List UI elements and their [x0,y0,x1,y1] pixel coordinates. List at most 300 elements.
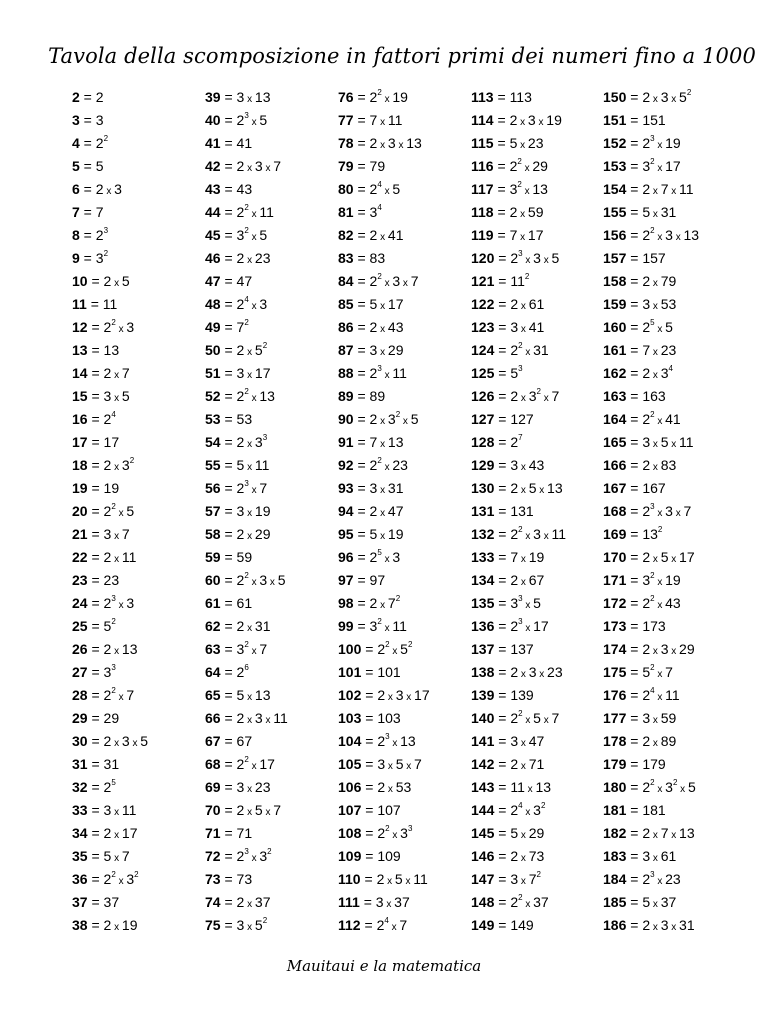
factorization-entry [205,178,288,201]
equals-sign: = [220,917,237,933]
prime-factor: 5 [533,710,541,726]
prime-factor: 3 [400,825,408,841]
exponent: 2 [111,318,116,328]
number: 33 [72,802,88,818]
factorization [377,802,400,818]
equals-sign: = [79,250,96,266]
prime-factor: 31 [533,342,549,358]
factorization-entry [205,569,288,592]
number: 154 [603,181,627,197]
factorization-entry [338,109,430,132]
number: 85 [338,296,354,312]
number: 97 [338,572,354,588]
prime-factor: 5 [103,848,112,864]
factorization-entry [603,155,699,178]
factorization-entry [205,270,288,293]
equals-sign: = [494,756,511,772]
factorization-entry [338,684,430,707]
times-sign: x [389,830,401,841]
factorization [642,779,695,795]
number: 61 [205,595,221,611]
number: 7 [72,204,80,220]
factorization [104,618,116,634]
equals-sign: = [361,848,378,864]
prime-factor: 19 [121,917,138,933]
factorization [237,687,271,703]
factorization [370,457,408,473]
factorization [237,480,268,496]
factorization-entry [205,592,288,615]
exponent: 2 [244,387,249,397]
number: 147 [471,871,495,887]
factorization [237,641,268,657]
times-sign: x [244,715,255,726]
exponent: 2 [395,594,401,604]
times-sign: x [677,784,688,795]
prime-factor: 2 [95,227,104,243]
exponent: 2 [650,571,655,581]
prime-factor: 2 [642,135,651,151]
equals-sign: = [220,181,237,197]
number: 122 [471,296,495,312]
prime-factor: 2 [103,779,112,795]
factorization [370,595,401,611]
factorization-entry [603,178,699,201]
exponent: 2 [385,640,390,650]
prime-factor: 3 [510,319,519,335]
times-sign: x [540,255,552,266]
prime-factor: 7 [121,365,130,381]
factorization-entry [72,316,148,339]
factorization-entry [205,799,288,822]
exponent: 2 [111,870,116,880]
prime-factor: 73 [236,871,253,887]
factorization [377,641,412,657]
equals-sign: = [87,457,104,473]
prime-factor: 61 [236,595,253,611]
prime-factor: 19 [254,503,271,519]
prime-factor: 5 [103,618,112,634]
factorization-entry [603,523,699,546]
factorization [370,181,401,197]
equals-sign: = [626,457,643,473]
factorization-entry [205,730,288,753]
column-5 [603,86,699,937]
factorization [237,549,253,565]
prime-factor: 3 [665,227,673,243]
equals-sign: = [626,618,643,634]
exponent: 5 [377,548,382,558]
equals-sign: = [626,549,643,565]
factorization [104,687,135,703]
factorization [370,434,404,450]
prime-factor: 103 [377,710,401,726]
prime-factor: 13 [254,89,271,105]
equals-sign: = [79,204,96,220]
prime-factor: 2 [369,503,378,519]
prime-factor: 5 [236,687,245,703]
prime-factor: 23 [547,664,563,680]
factorization-entry [338,868,430,891]
equals-sign: = [626,158,643,174]
factorization [237,319,249,335]
factorization [510,733,544,749]
prime-factor: 2 [236,848,245,864]
number: 149 [471,917,495,933]
equals-sign: = [494,411,511,427]
equals-sign: = [87,710,104,726]
prime-factor: 23 [103,572,120,588]
equals-sign: = [353,181,370,197]
number: 172 [603,595,627,611]
prime-factor: 2 [510,388,519,404]
times-sign: x [377,324,388,335]
factorization-entry [72,753,148,776]
prime-factor: 3 [392,273,401,289]
number: 130 [471,480,495,496]
prime-factor: 2 [510,526,519,542]
prime-factor: 3 [254,158,263,174]
equals-sign: = [220,158,237,174]
prime-factor: 7 [551,710,560,726]
equals-sign: = [353,595,370,611]
prime-factor: 7 [121,848,130,864]
equals-sign: = [626,825,643,841]
factorization-entry [471,477,566,500]
prime-factor: 13 [121,641,138,657]
equals-sign: = [220,411,237,427]
number: 150 [603,89,627,105]
prime-factor: 2 [642,227,651,243]
equals-sign: = [626,503,643,519]
equals-sign: = [87,687,104,703]
factorization [642,480,665,496]
factorization [237,825,253,841]
number: 105 [338,756,362,772]
times-sign: x [111,554,122,565]
prime-factor: 3 [95,112,104,128]
times-sign: x [244,899,255,910]
factorization [370,250,386,266]
number: 117 [471,181,494,197]
factorization-entry [471,293,566,316]
prime-factor: 89 [660,733,677,749]
times-sign: x [668,646,680,657]
prime-factor: 3 [236,641,245,657]
times-sign: x [654,140,666,151]
prime-factor: 2 [103,825,112,841]
prime-factor: 2 [376,871,385,887]
exponent: 3 [244,479,249,489]
factorization [510,457,544,473]
prime-factor: 5 [510,365,519,381]
factorization [510,572,544,588]
number: 103 [338,710,362,726]
prime-factor: 2 [236,756,245,772]
factorization-entry [338,270,430,293]
times-sign: x [518,738,529,749]
number: 124 [471,342,495,358]
equals-sign: = [494,825,511,841]
factorization [510,848,544,864]
number: 82 [338,227,354,243]
factorization [237,411,253,427]
factorization [642,664,673,680]
number: 136 [471,618,495,634]
number: 19 [72,480,88,496]
factorization [642,158,680,174]
footer-signature: Mauitaui e la matematica [286,957,482,975]
prime-factor: 5 [236,457,245,473]
number: 144 [471,802,495,818]
prime-factor: 23 [254,250,271,266]
factorization [510,158,548,174]
prime-factor: 5 [528,480,537,496]
times-sign: x [654,163,666,174]
prime-factor: 29 [532,158,548,174]
prime-factor: 31 [679,917,695,933]
times-sign: x [244,370,255,381]
factorization [642,917,694,933]
factorization-entry [603,339,699,362]
prime-factor: 2 [95,89,104,105]
times-sign: x [111,278,122,289]
factorization-entry [338,799,430,822]
prime-factor: 2 [103,595,112,611]
exponent: 2 [518,709,523,719]
prime-factor: 2 [642,641,651,657]
factorization-entry [205,707,288,730]
factorization-entry [471,500,566,523]
exponent: 3 [518,364,523,374]
factorization [104,779,116,795]
prime-factor: 2 [236,112,245,128]
prime-factor: 5 [394,871,403,887]
exponent: 5 [650,318,655,328]
equals-sign: = [353,273,370,289]
factorization [510,112,562,128]
factorization-entry [205,109,288,132]
prime-factor: 2 [510,250,519,266]
prime-factor: 17 [665,158,681,174]
prime-factor: 2 [642,273,651,289]
equals-sign: = [494,503,511,519]
equals-sign: = [626,135,643,151]
times-sign: x [244,531,255,542]
number: 169 [603,526,627,542]
times-sign: x [377,531,388,542]
equals-sign: = [87,848,104,864]
prime-factor: 7 [660,825,669,841]
times-sign: x [668,94,680,105]
number: 52 [205,388,221,404]
prime-factor: 2 [369,89,378,105]
exponent: 2 [103,249,109,259]
number: 151 [603,112,627,128]
prime-factor: 3 [660,89,669,105]
times-sign: x [518,876,529,887]
factorization-entry [338,408,430,431]
prime-factor: 47 [236,273,253,289]
exponent: 2 [518,893,523,903]
equals-sign: = [626,687,643,703]
prime-factor: 29 [387,342,404,358]
factorization [377,871,428,887]
equals-sign: = [220,365,237,381]
equals-sign: = [626,365,643,381]
times-sign: x [650,899,661,910]
equals-sign: = [626,664,643,680]
prime-factor: 2 [369,319,378,335]
times-sign: x [650,554,661,565]
prime-factor: 2 [642,779,651,795]
prime-factor: 2 [103,549,112,565]
factorization [510,204,544,220]
equals-sign: = [87,733,104,749]
exponent: 2 [134,870,139,880]
equals-sign: = [220,480,237,496]
factorization [237,848,272,864]
equals-sign: = [494,250,511,266]
prime-factor: 11 [510,779,525,795]
factorization [642,89,691,105]
prime-factor: 2 [236,572,245,588]
factorization-entry [72,201,148,224]
equals-sign: = [626,802,643,818]
prime-factor: 59 [236,549,253,565]
prime-factor: 2 [642,595,651,611]
number: 37 [72,894,88,910]
factorization [642,204,676,220]
times-sign: x [385,692,396,703]
factorization-entry [603,454,699,477]
times-sign: x [115,692,127,703]
equals-sign: = [220,871,237,887]
prime-factor: 11 [259,204,274,220]
times-sign: x [111,393,122,404]
prime-factor: 19 [665,135,681,151]
number: 99 [338,618,354,634]
prime-factor: 29 [103,710,120,726]
number: 46 [205,250,221,266]
column-1 [72,86,148,937]
prime-factor: 7 [369,434,378,450]
factorization [510,871,541,887]
prime-factor: 3 [126,871,135,887]
number: 90 [338,411,354,427]
times-sign: x [385,761,396,772]
times-sign: x [111,646,122,657]
times-sign: x [244,508,255,519]
equals-sign: = [87,572,104,588]
factorization [237,503,271,519]
times-sign: x [654,232,666,243]
factorization [237,733,253,749]
factorization-entry [471,339,566,362]
prime-factor: 3 [533,250,541,266]
factorization [96,158,104,174]
number: 3 [72,112,80,128]
factorization [510,480,562,496]
prime-factor: 5 [642,894,651,910]
equals-sign: = [220,549,237,565]
factorization [237,917,268,933]
times-sign: x [248,485,260,496]
factorization [237,871,253,887]
times-sign: x [668,554,680,565]
factorization [510,779,551,795]
prime-factor: 5 [95,158,104,174]
factorization [642,503,691,519]
factorization-entry [72,914,148,937]
prime-factor: 2 [642,871,651,887]
factorization-entry [205,201,288,224]
factorization-entry [603,638,699,661]
factorization [510,89,532,105]
number: 180 [603,779,627,795]
prime-factor: 3 [660,641,669,657]
times-sign: x [248,393,260,404]
number: 142 [471,756,495,772]
factorization [642,388,665,404]
prime-factor: 3 [510,871,519,887]
prime-factor: 2 [95,135,104,151]
prime-factor: 3 [236,917,245,933]
times-sign: x [518,462,529,473]
number: 55 [205,457,221,473]
prime-factor: 3 [387,135,396,151]
number: 102 [338,687,362,703]
prime-factor: 5 [126,503,135,519]
equals-sign: = [87,595,104,611]
factorization-entry [338,293,430,316]
factorization-entry [603,224,699,247]
prime-factor: 5 [392,181,401,197]
prime-factor: 3 [665,779,673,795]
exponent: 2 [262,341,268,351]
number: 114 [471,112,494,128]
prime-factor: 3 [259,572,268,588]
factorization-entry [471,178,566,201]
factorization [237,135,253,151]
prime-factor: 37 [103,894,120,910]
number: 145 [471,825,495,841]
equals-sign: = [626,848,643,864]
factorization-entry [603,201,699,224]
equals-sign: = [79,135,96,151]
equals-sign: = [494,388,511,404]
prime-factor: 5 [121,388,130,404]
equals-sign: = [494,802,511,818]
number: 65 [205,687,221,703]
prime-factor: 2 [642,181,651,197]
prime-factor: 13 [103,342,120,358]
prime-factor: 17 [103,434,120,450]
factorization-entry [471,201,566,224]
times-sign: x [244,784,255,795]
times-sign: x [400,416,411,427]
times-sign: x [522,899,534,910]
number: 92 [338,457,354,473]
equals-sign: = [626,871,643,887]
factorization [377,917,408,933]
number: 83 [338,250,354,266]
equals-sign: = [353,250,370,266]
number: 155 [603,204,627,220]
equals-sign: = [87,480,104,496]
number: 89 [338,388,354,404]
prime-factor: 5 [259,112,268,128]
